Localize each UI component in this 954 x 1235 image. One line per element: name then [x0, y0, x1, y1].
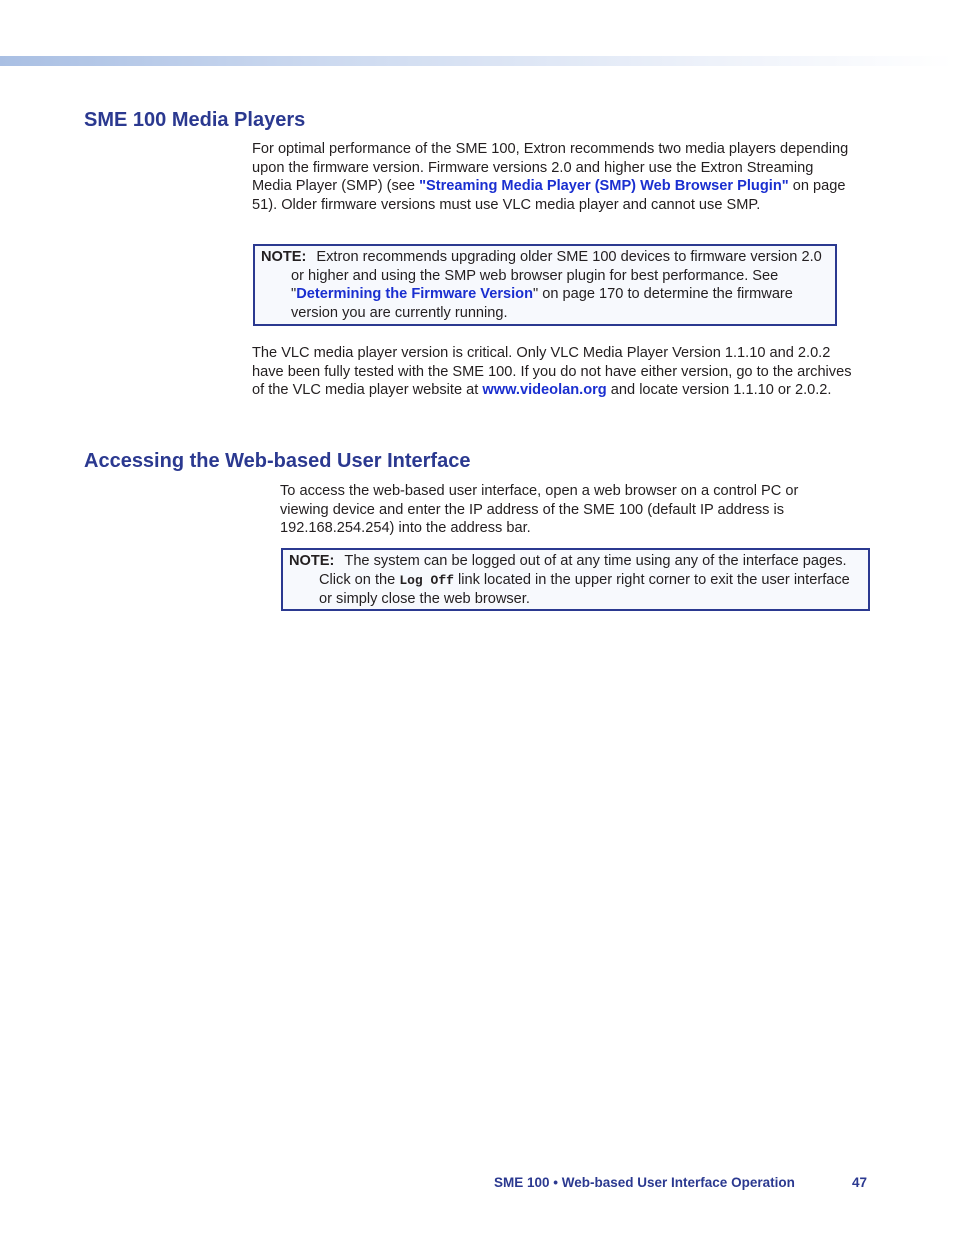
footer-title: SME 100 • Web-based User Interface Operation	[494, 1175, 795, 1190]
note-box-firmware	[253, 244, 837, 326]
videolan-link[interactable]: www.videolan.org	[482, 382, 607, 399]
paragraph-text: on page 51). Older firmware versions must use VLC media player and cannot use SMP.	[252, 178, 846, 214]
section-heading-media-players: SME 100 Media Players	[84, 109, 306, 131]
note-text: " on page 170 to determine the firmware version you are currently running.	[291, 286, 793, 322]
note-text: Extron recommends upgrading older SME 100 devices to firmware version 2.0 or higher and using the SMP web browser plugin for best performance. See "	[291, 249, 822, 303]
paragraph-text: For optimal performance of the SME 100, Extron recommends two media players depending upon the firmware version. Firmware versions 2.0 and higher use the Extron Streaming Media Player (SMP) (see	[252, 141, 849, 195]
paragraph-text: and locate version 1.1.10 or 2.0.2.	[606, 382, 832, 399]
note-label: NOTE:	[289, 553, 335, 569]
web-interface-paragraph: To access the web-based user interface, open a web browser on a control PC or viewing device and enter the IP address of the SME 100 (default IP address is 192.168.254.254) into the address bar.	[280, 483, 799, 537]
log-off-code: Log Off	[399, 572, 454, 588]
paragraph-text: The VLC media player version is critical. Only VLC Media Player Version 1.1.10 and 2.0.2 have been fully tested with the SME 100. If you do not have either version, go to the archives of the VLC media player website at	[252, 345, 852, 399]
media-players-paragraph	[252, 140, 852, 215]
note-text: The system can be logged out of at any time using any of the interface pages. Click on the	[319, 553, 847, 588]
section-heading-web-interface: Accessing the Web-based User Interface	[84, 450, 471, 472]
smp-plugin-link[interactable]: "Streaming Media Player (SMP) Web Browser Plugin"	[419, 178, 789, 195]
page-number: 47	[852, 1175, 868, 1190]
vlc-paragraph	[252, 344, 864, 400]
note-box-logoff	[281, 548, 870, 611]
note-text: link located in the upper right corner to exit the user interface or simply close the web browser.	[319, 571, 850, 608]
header-gradient-bar	[0, 56, 954, 66]
note-label: NOTE:	[261, 249, 307, 265]
firmware-version-link[interactable]: Determining the Firmware Version	[296, 286, 533, 303]
